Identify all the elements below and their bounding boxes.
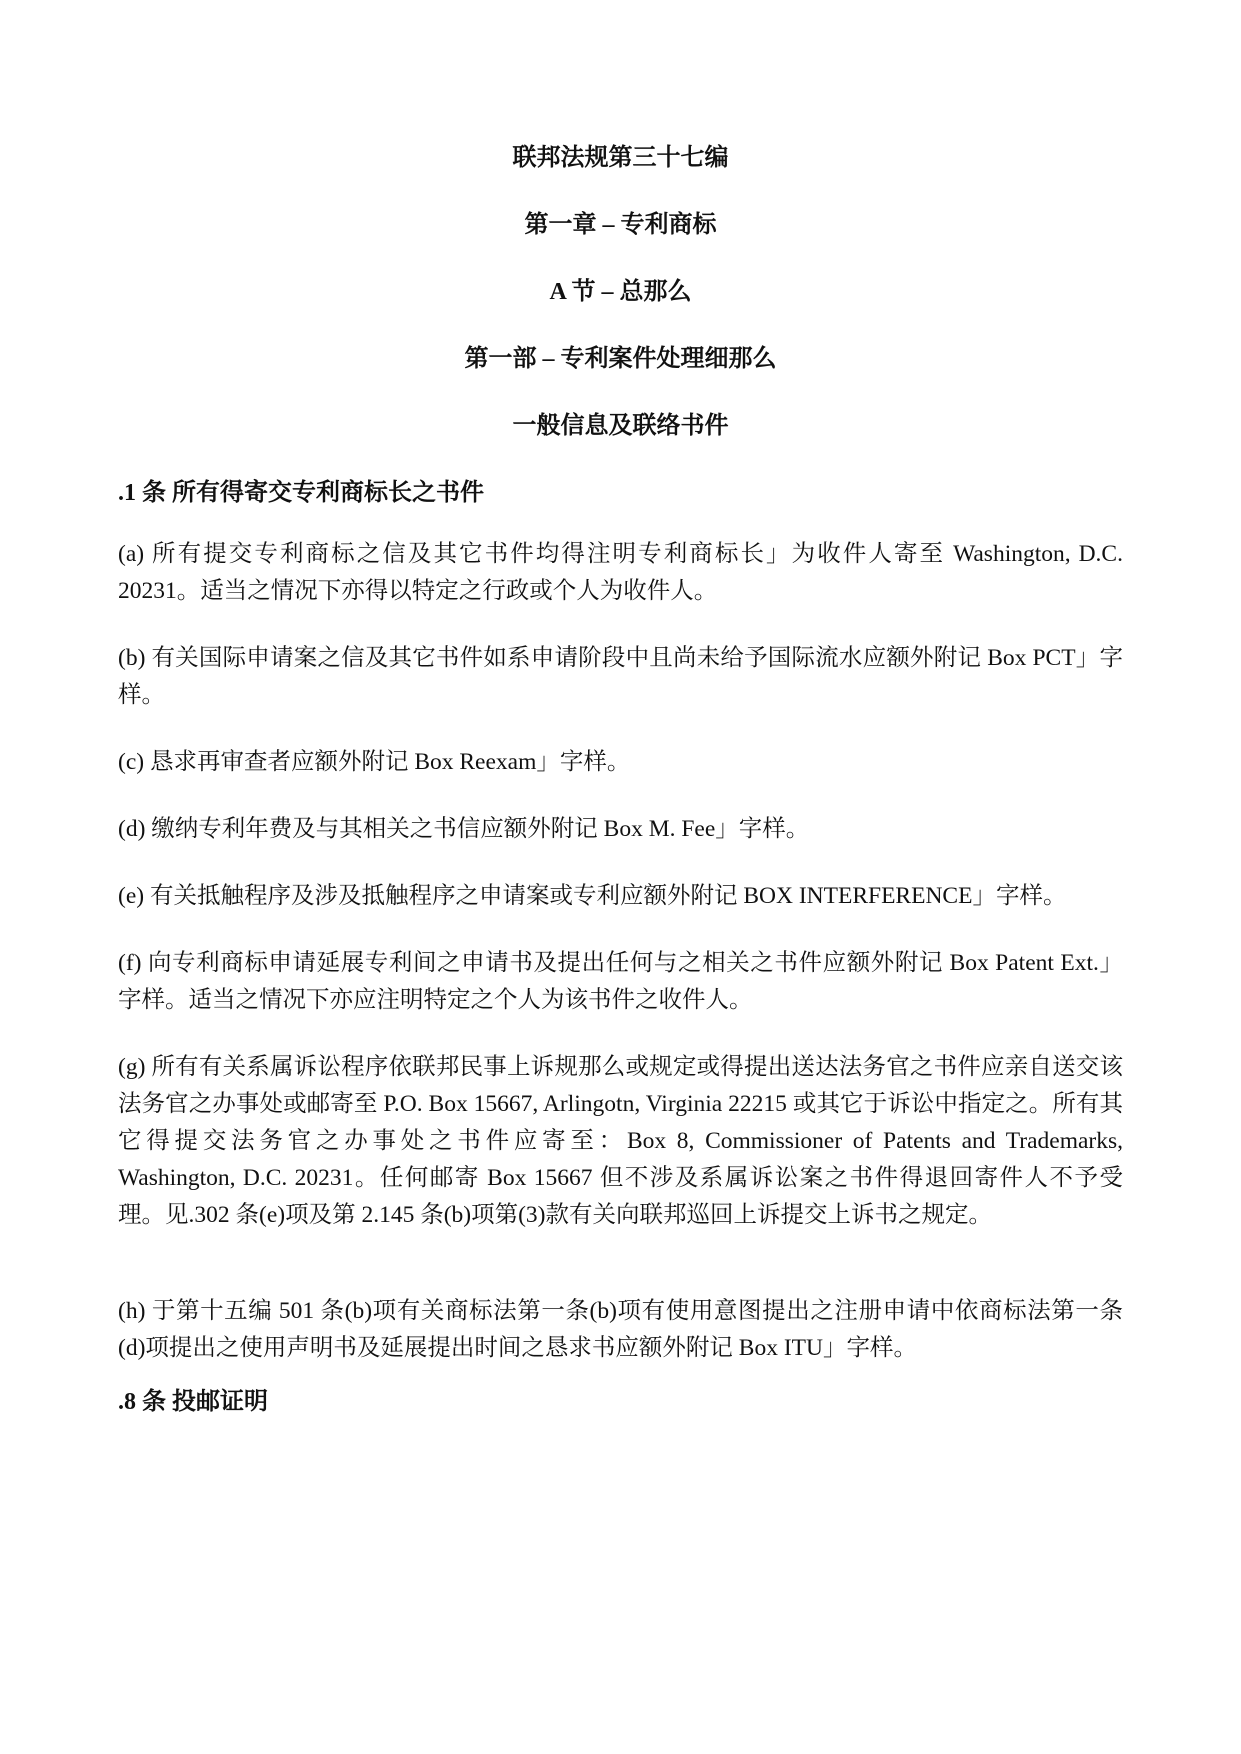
paragraph-e: (e) 有关抵触程序及涉及抵触程序之申请案或专利应额外附记 BOX INTERFERENCE」字样。 (118, 883, 1067, 909)
paragraph-d: (d) 缴纳专利年费及与其相关之书信应额外附记 Box M. Fee」字样。 (118, 816, 810, 842)
paragraph-a: (a) 所有提交专利商标之信及其它书件均得注明专利商标长」为收件人寄至 Washington, D.C. 20231。适当之情况下亦得以特定之行政或个人为收件人。 (118, 541, 1123, 604)
heading-part-1: 第一部 – 专利案件处理细那么 (464, 346, 777, 372)
paragraph-c: (c) 恳求再审查者应额外附记 Box Reexam」字样。 (118, 749, 631, 775)
section-title-1-8: .8 条 投邮证明 (118, 1389, 268, 1415)
paragraph-b: (b) 有关国际申请案之信及其它书件如系申请阶段中且尚未给予国际流水应额外附记 Box PCT」字样。 (118, 645, 1123, 708)
paragraph-g: (g) 所有有关系属诉讼程序依联邦民事上诉规那么或规定或得提出送达法务官之书件应亲自送交该法务官之办事处或邮寄至 P.O. Box 15667, Arlingotn, Virginia 22215 或其它于诉讼中指定之。所有其它得提交法务官之办事处之书件应寄至：Box 8, Commissioner of Patents and Trademarks, Washington, D.C. 20231。任何邮寄 Box 15667 但不涉及系属诉讼案之书件得退回寄件人不予受理。见.302 条(e)项及第 2.145 条(b)项第(3)款有关向联邦巡回上诉提交上诉书之规定。 (118, 1054, 1123, 1228)
section-title-1-1: .1 条 所有得寄交专利商标长之书件 (118, 480, 484, 506)
heading-subchapter-a: A 节 – 总那么 (549, 279, 692, 305)
paragraph-h: (h) 于第十五编 501 条(b)项有关商标法第一条(b)项有使用意图提出之注册申请中依商标法第一条(d)项提出之使用声明书及延展提出时间之恳求书应额外附记 Box ITU」字样。 (118, 1298, 1123, 1361)
heading-title-37: 联邦法规第三十七编 (512, 145, 729, 171)
heading-chapter-1: 第一章 – 专利商标 (524, 212, 717, 238)
heading-general-info: 一般信息及联络书件 (512, 413, 729, 439)
paragraph-f: (f) 向专利商标申请延展专利间之申请书及提出任何与之相关之书件应额外附记 Box Patent Ext.」字样。适当之情况下亦应注明特定之个人为该书件之收件人。 (118, 950, 1123, 1013)
